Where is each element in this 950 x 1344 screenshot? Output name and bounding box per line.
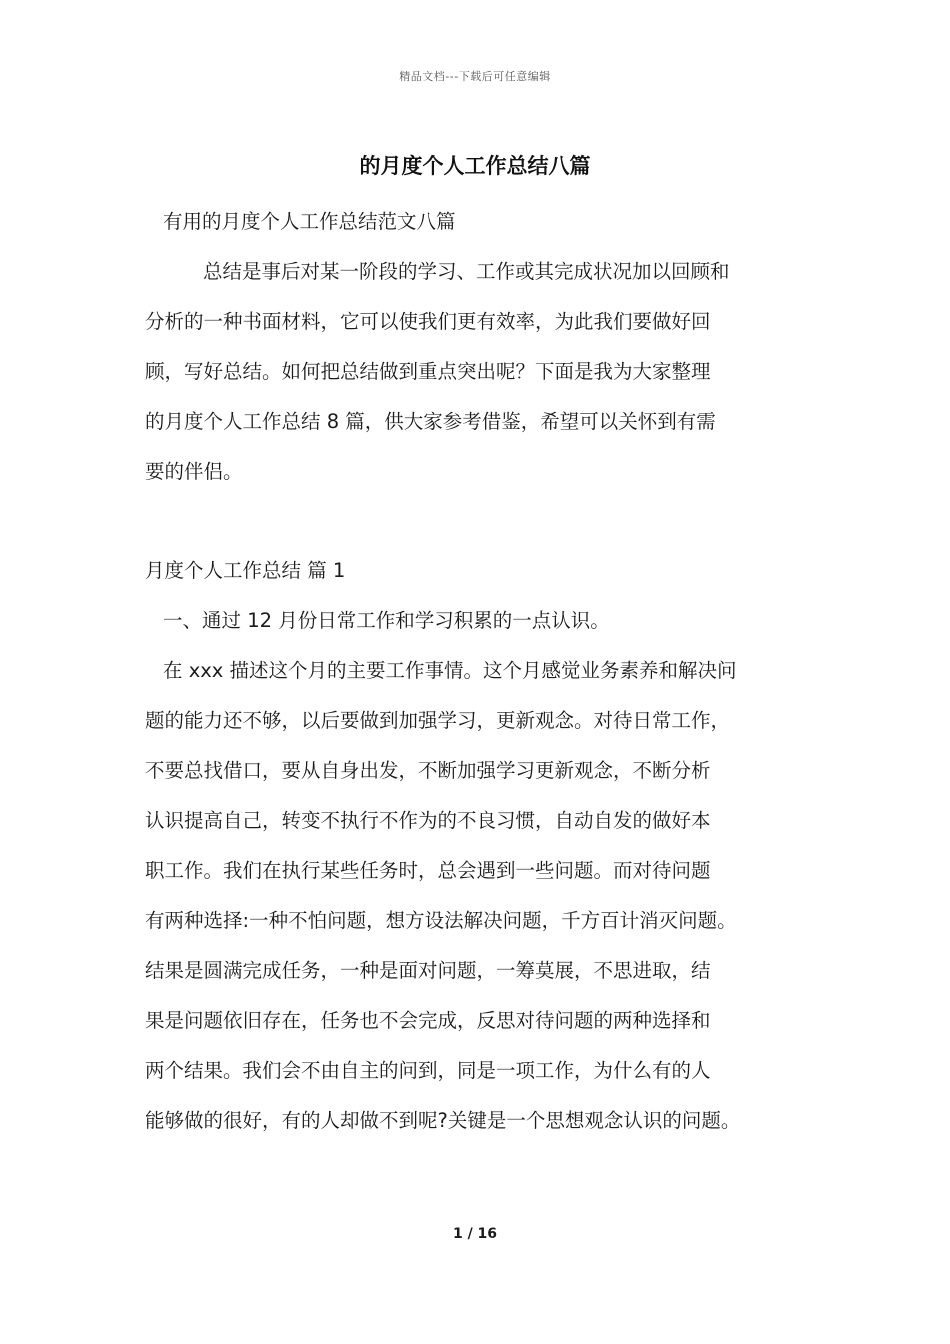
- body-line: 有两种选择:一种不怕问题，想方设法解决问题，千方百计消灭问题。: [145, 909, 737, 932]
- body-line: 结果是圆满完成任务，一种是面对问题，一筹莫展，不思进取，结: [145, 959, 711, 982]
- body-line: 能够做的很好，有的人却做不到呢?关键是一个思想观念认识的问题。: [145, 1109, 741, 1132]
- intro-line: 要的伴侣。: [145, 460, 243, 483]
- body-line: 认识提高自己，转变不执行不作为的不良习惯，自动自发的做好本: [145, 809, 711, 832]
- body-line: 题的能力还不够，以后要做到加强学习，更新观念。对待日常工作，: [145, 709, 731, 732]
- section-heading: 月度个人工作总结 篇 1: [145, 559, 346, 582]
- body-line: 不要总找借口，要从自身出发，不断加强学习更新观念，不断分析: [145, 759, 711, 782]
- body-line: 在 xxx 描述这个月的主要工作事情。这个月感觉业务素养和解决问: [163, 659, 737, 682]
- page-number: 1 / 16: [452, 1226, 498, 1242]
- intro-line: 的月度个人工作总结 8 篇，供大家参考借鉴，希望可以关怀到有需: [145, 410, 716, 433]
- intro-line: 分析的一种书面材料，它可以使我们更有效率，为此我们要做好回: [145, 310, 711, 333]
- intro-line: 总结是事后对某一阶段的学习、工作或其完成状况加以回顾和: [203, 260, 730, 283]
- body-line: 两个结果。我们会不由自主的问到，同是一项工作，为什么有的人: [145, 1059, 711, 1082]
- body-line: 职工作。我们在执行某些任务时，总会遇到一些问题。而对待问题: [145, 859, 711, 882]
- page-header-note: 精品文档---下载后可任意编辑: [399, 70, 551, 83]
- section-subheading: 一、通过 12 月份日常工作和学习积累的一点认识。: [163, 609, 610, 632]
- document-title: 的月度个人工作总结八篇: [359, 154, 591, 178]
- document-subtitle: 有用的月度个人工作总结范文八篇: [163, 210, 456, 233]
- intro-line: 顾，写好总结。如何把总结做到重点突出呢？下面是我为大家整理: [145, 360, 711, 383]
- body-line: 果是问题依旧存在，任务也不会完成，反思对待问题的两种选择和: [145, 1009, 711, 1032]
